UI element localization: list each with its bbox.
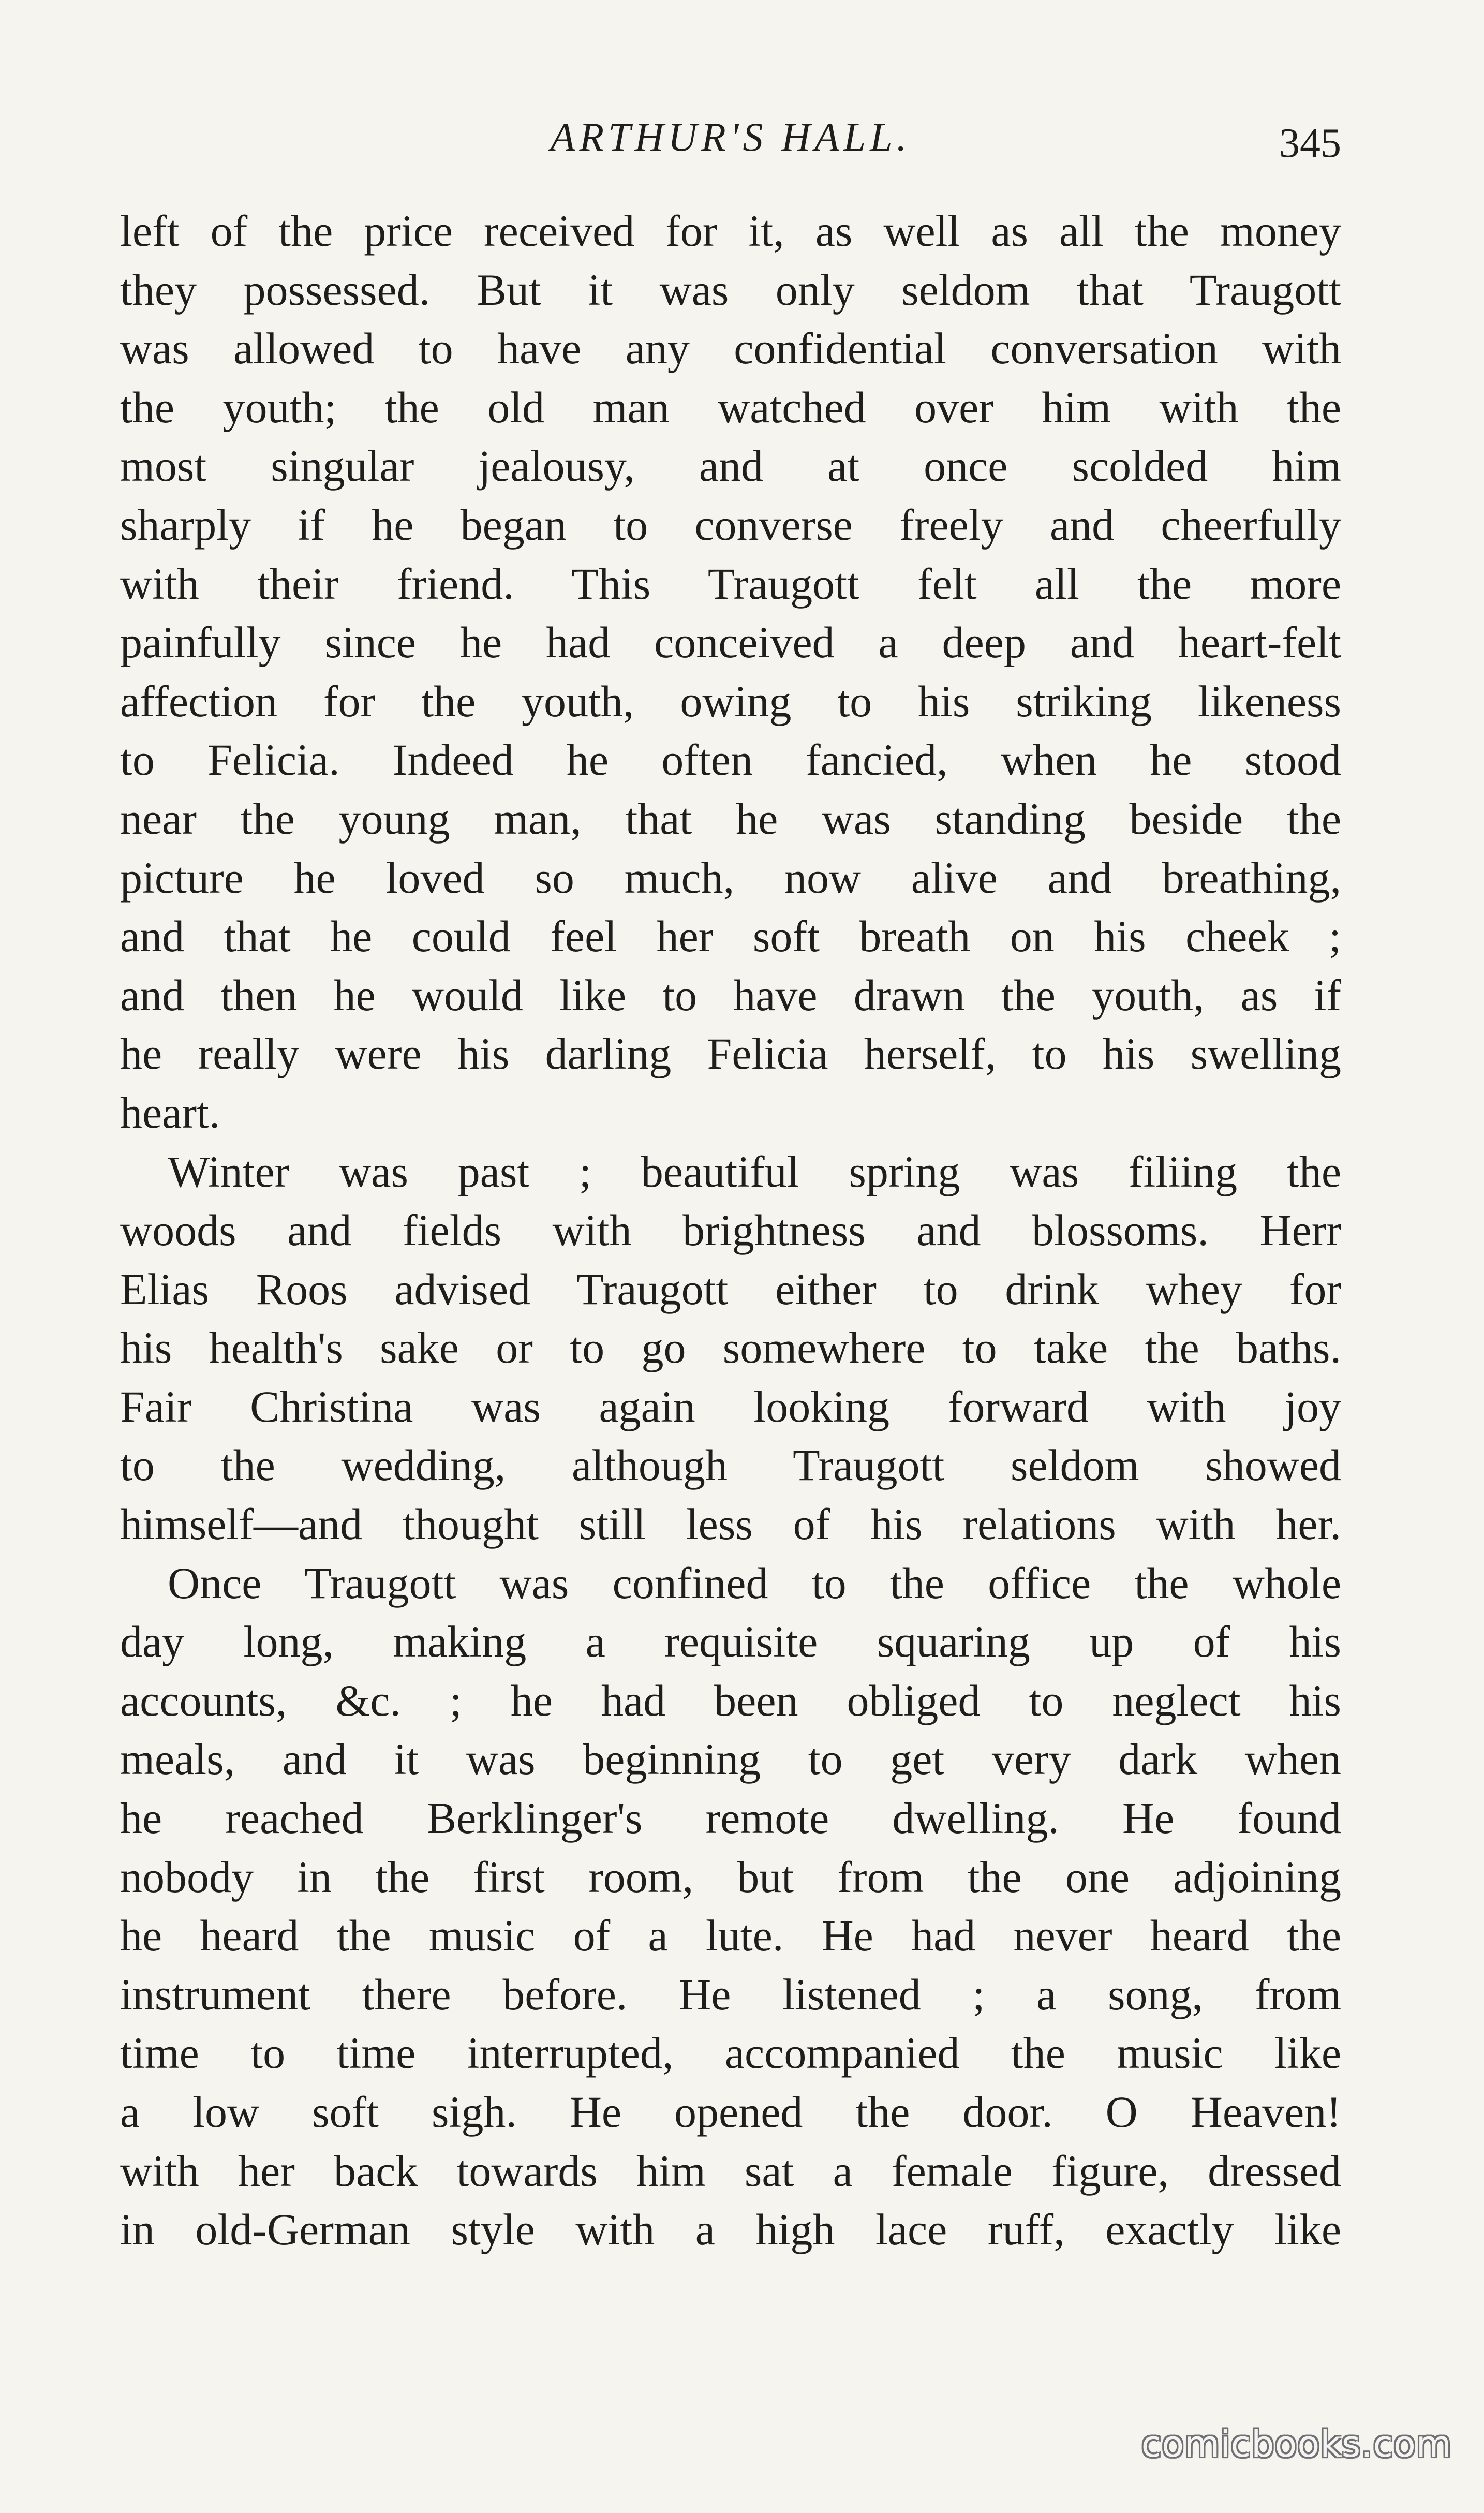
text-line: with their friend. This Traugott felt all the more — [120, 558, 1341, 609]
text-line: painfully since he had conceived a deep and heart-felt — [120, 617, 1341, 668]
text-line: and that he could feel her soft breath on his cheek ; — [120, 911, 1341, 962]
text-line: sharply if he began to converse freely and cheerfully — [120, 499, 1341, 550]
text-line: he heard the music of a lute. He had never heard the — [120, 1911, 1341, 1961]
text-line: time to time interrupted, accompanied the music like — [120, 2028, 1341, 2078]
page-number: 345 — [1279, 121, 1341, 166]
text-line: near the young man, that he was standing beside the — [120, 793, 1341, 844]
text-line: to the wedding, although Traugott seldom showed — [120, 1440, 1341, 1490]
paragraph-last-line: heart. — [120, 1087, 220, 1137]
text-line: accounts, &c. ; he had been obliged to neglect his — [120, 1675, 1341, 1725]
paragraph-first-line: Once Traugott was confined to the office the whole — [168, 1558, 1341, 1608]
text-line: a low soft sigh. He opened the door. O Heaven! — [120, 2087, 1341, 2137]
text-line: most singular jealousy, and at once scolded him — [120, 441, 1341, 491]
text-line: Fair Christina was again looking forward with joy — [120, 1381, 1341, 1431]
text-line: with her back towards him sat a female figure, dressed — [120, 2146, 1341, 2196]
chapter-title: ARTHUR'S HALL. — [550, 114, 911, 159]
text-line: they possessed. But it was only seldom that Traugott — [120, 264, 1341, 315]
text-line: himself—and thought still less of his relations with her. — [120, 1499, 1341, 1549]
text-line: the youth; the old man watched over him with the — [120, 382, 1341, 432]
text-line: was allowed to have any confidential conversation with — [120, 323, 1341, 374]
text-line: he really were his darling Felicia herself, to his swelling — [120, 1029, 1341, 1079]
text-line: Elias Roos advised Traugott either to drink whey for — [120, 1264, 1341, 1314]
running-header — [120, 109, 1341, 166]
text-line: meals, and it was beginning to get very dark when — [120, 1734, 1341, 1784]
text-line: affection for the youth, owing to his striking likeness — [120, 676, 1341, 726]
paragraph-first-line: Winter was past ; beautiful spring was filiing the — [168, 1146, 1341, 1196]
text-line: his health's sake or to go somewhere to take the baths. — [120, 1323, 1341, 1373]
text-line: left of the price received for it, as well as all the money — [120, 206, 1341, 256]
text-line: he reached Berklinger's remote dwelling. He found — [120, 1793, 1341, 1843]
text-line: woods and fields with brightness and blossoms. Herr — [120, 1205, 1341, 1255]
text-line: picture he loved so much, now alive and breathing, — [120, 852, 1341, 903]
source-watermark: comicbooks.com — [1141, 2423, 1452, 2465]
text-line: in old-German style with a high lace ruff, exactly like — [120, 2205, 1341, 2255]
text-line: to Felicia. Indeed he often fancied, when he stood — [120, 735, 1341, 785]
text-line: and then he would like to have drawn the youth, as if — [120, 970, 1341, 1020]
body-text — [120, 202, 1341, 2259]
text-line: instrument there before. He listened ; a song, from — [120, 1969, 1341, 2019]
text-line: nobody in the first room, but from the one adjoining — [120, 1852, 1341, 1902]
text-line: day long, making a requisite squaring up of his — [120, 1617, 1341, 1667]
